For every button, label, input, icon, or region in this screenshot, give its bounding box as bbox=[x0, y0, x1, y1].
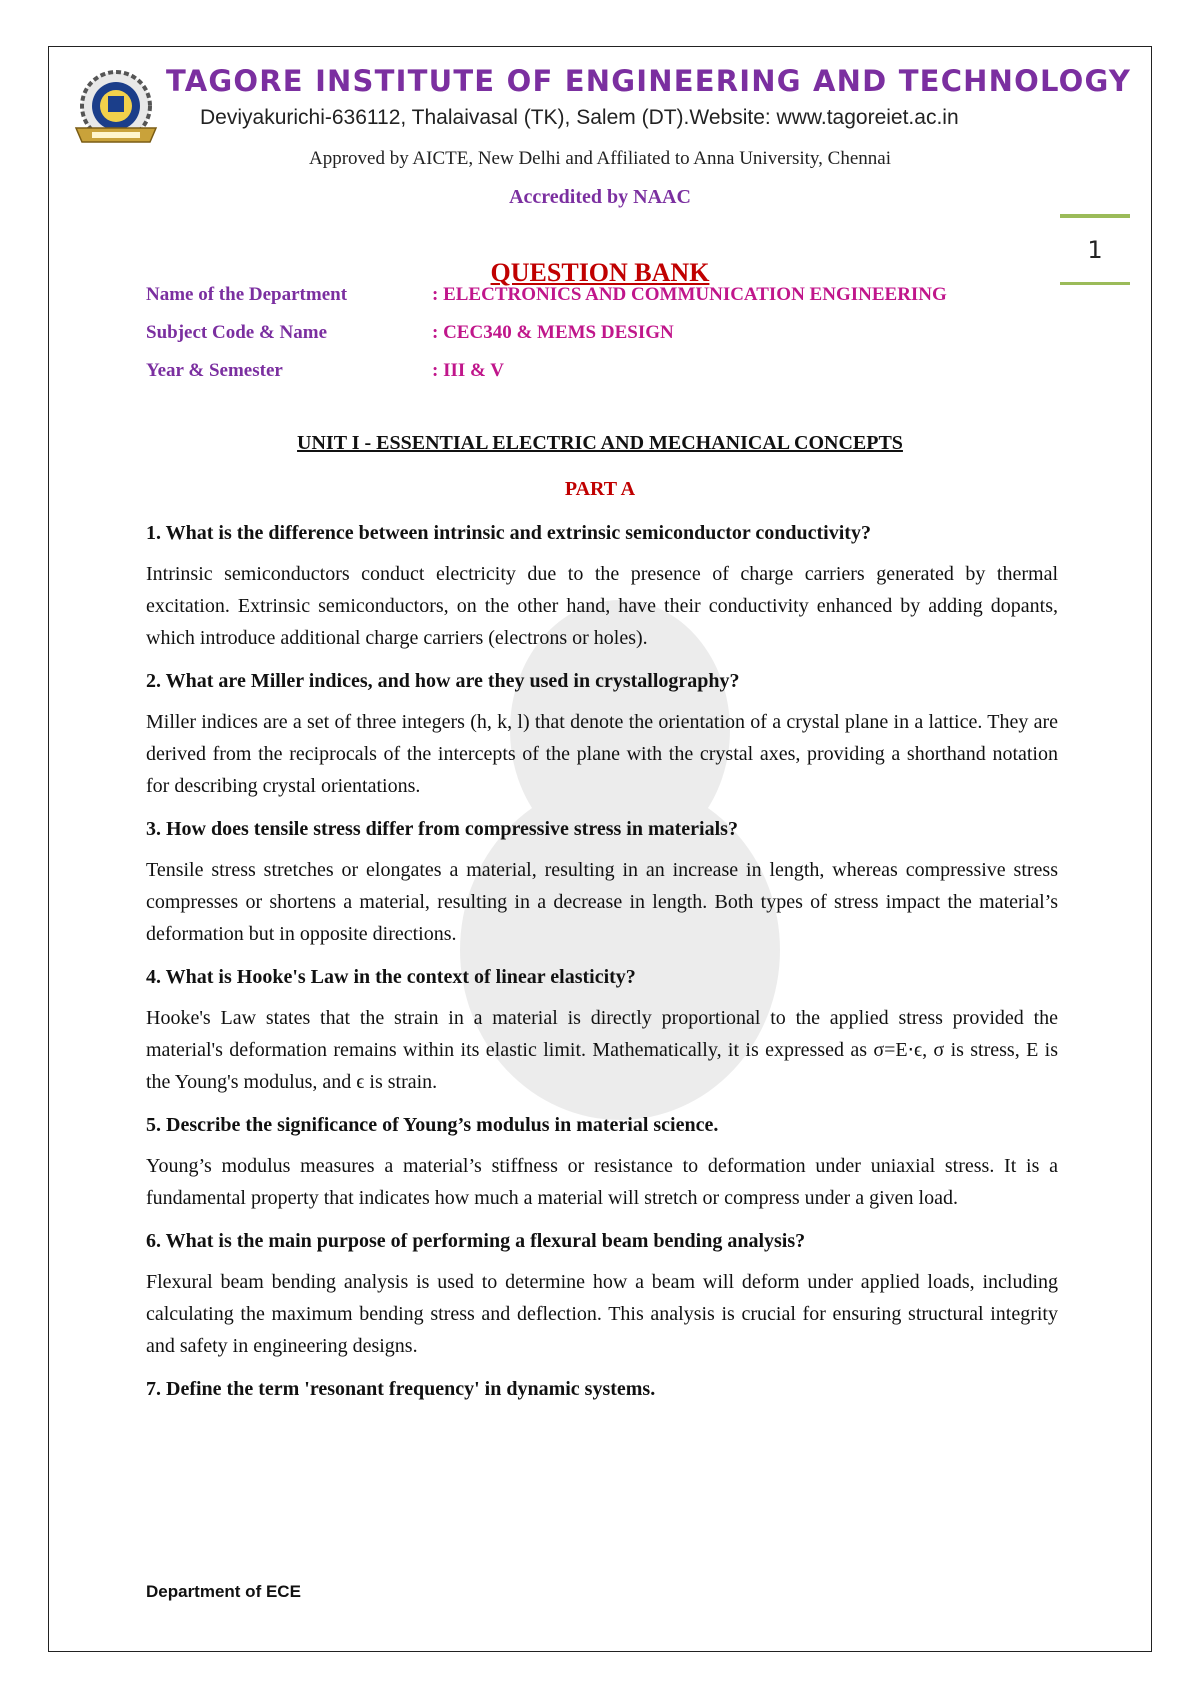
page-title: QUESTION BANK bbox=[490, 258, 710, 287]
info-value: : ELECTRONICS AND COMMUNICATION ENGINEERING bbox=[432, 284, 947, 305]
question-4: 4. What is Hooke's Law in the context of linear elasticity? bbox=[146, 966, 636, 988]
question-5: 5. Describe the significance of Young’s modulus in material science. bbox=[146, 1114, 719, 1136]
question-3: 3. How does tensile stress differ from compressive stress in materials? bbox=[146, 818, 738, 840]
question-7: 7. Define the term 'resonant frequency' in dynamic systems. bbox=[146, 1378, 656, 1400]
info-value: : III & V bbox=[432, 360, 504, 381]
question-1: 1. What is the difference between intrinsic and extrinsic semiconductor conductivity? bbox=[146, 522, 871, 544]
unit-title: UNIT I - ESSENTIAL ELECTRIC AND MECHANICAL CONCEPTS bbox=[297, 432, 903, 454]
accreditation-line: Accredited by NAAC bbox=[509, 186, 691, 208]
footer-department: Department of ECE bbox=[146, 1582, 301, 1601]
info-label: Name of the Department bbox=[146, 284, 348, 305]
answer-1: Intrinsic semiconductors conduct electricity due to the presence of charge carriers generated by thermal excitation. Extrinsic semiconductors, on the other hand, have their conductivity enhanced by adding dopants, which introduce additional charge carriers (electrons or holes). bbox=[146, 563, 1058, 649]
question-6: 6. What is the main purpose of performing a flexural beam bending analysis? bbox=[146, 1230, 806, 1252]
institute-logo bbox=[70, 66, 170, 152]
part-title: PART A bbox=[564, 478, 636, 500]
info-label: Year & Semester bbox=[146, 360, 283, 381]
info-label: Subject Code & Name bbox=[146, 322, 328, 343]
info-value: : CEC340 & MEMS DESIGN bbox=[432, 322, 674, 343]
institute-name: TAGORE INSTITUTE OF ENGINEERING AND TECHNOLOGY bbox=[166, 64, 1132, 98]
question-list bbox=[146, 520, 1058, 1414]
answer-5: Young’s modulus measures a material’s stiffness or resistance to deformation under uniaxial stress. It is a fundamental property that indicates how much a material will stretch or compress under a given load. bbox=[146, 1155, 1058, 1209]
page-number: 1 bbox=[1087, 236, 1103, 264]
question-2: 2. What are Miller indices, and how are they used in crystallography? bbox=[146, 670, 740, 692]
answer-4: Hooke's Law states that the strain in a material is directly proportional to the applied stress provided the material's deformation remains within its elastic limit. Mathematically, it is expressed as σ=E⋅ϵ, σ is stress, E is the Young's modulus, and ϵ is strain. bbox=[146, 1007, 1058, 1093]
answer-3: Tensile stress stretches or elongates a material, resulting in an increase in length, whereas compressive stress compresses or shortens a material, resulting in a decrease in length. Both types of stress impact the material’s deformation but in opposite directions. bbox=[146, 859, 1058, 945]
answer-6: Flexural beam bending analysis is used to determine how a beam will deform under applied loads, including calculating the maximum bending stress and deflection. This analysis is crucial for ensuring structural integrity and safety in engineering designs. bbox=[146, 1271, 1058, 1357]
approval-line: Approved by AICTE, New Delhi and Affiliated to Anna University, Chennai bbox=[308, 148, 892, 169]
answer-2: Miller indices are a set of three integers (h, k, l) that denote the orientation of a crystal plane in a lattice. They are derived from the reciprocals of the intercepts of the plane with the crystal axes, providing a shorthand notation for describing crystal orientations. bbox=[146, 711, 1058, 797]
page-number-rule-top bbox=[1060, 214, 1130, 218]
institute-address: Deviyakurichi-636112, Thalaivasal (TK), Salem (DT).Website: www.tagoreiet.ac.in bbox=[200, 106, 959, 129]
